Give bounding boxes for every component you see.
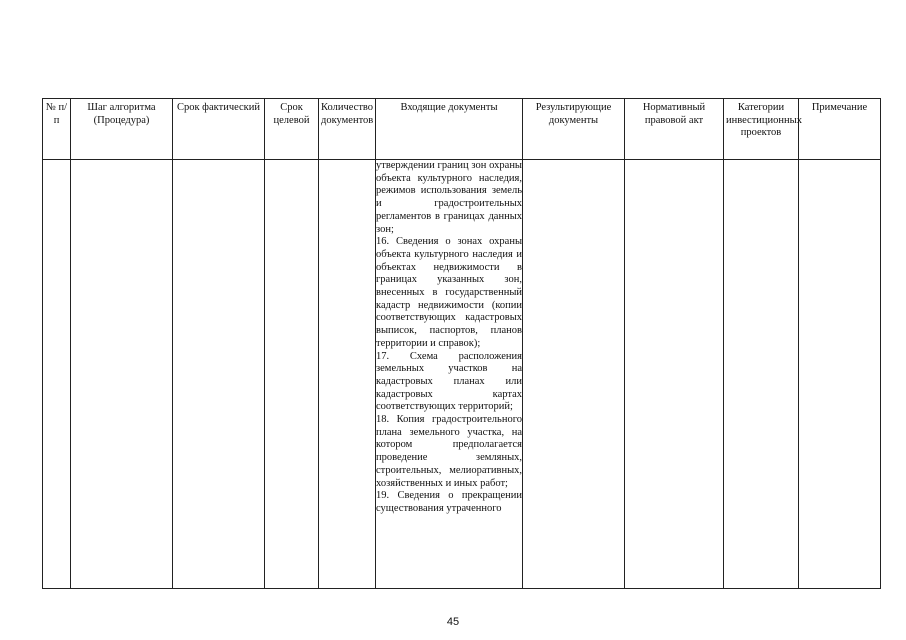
header-cell-category [724,99,802,160]
incoming-text-5: 19. Сведения о прекращении существования утраченного [376,490,522,514]
cell-target [265,160,319,589]
cell-actual [173,160,265,589]
header-step-label: Шаг алгоритма (Процедура) [87,102,156,126]
header-num-label: № п/п [45,102,68,126]
page-number: 45 [446,616,460,628]
header-category-label: Категории инвестиционных проектов [726,102,802,138]
header-cell-note [799,99,881,160]
procedure-table [42,98,881,589]
cell-count [319,160,376,589]
header-cell-num [43,99,71,160]
cell-category [724,160,799,589]
table-row [43,160,881,589]
incoming-text-3: 17. Схема расположения земельных участков на кадастровых планах или кадастровых картах соответствующих территорий; [376,350,522,413]
header-row [43,99,881,160]
cell-incoming [376,160,523,589]
header-cell-target [265,99,319,160]
cell-act [625,160,724,589]
header-cell-incoming [376,99,523,160]
header-cell-result [523,99,625,160]
incoming-text-4: 18. Копия градостроительного плана земельного участка, на котором предполагается проведение земляных, строительных, мелиоративных, хозяйственных и иных работ; [376,414,522,489]
header-count-label: Количество документов [321,102,374,126]
header-cell-step [71,99,173,160]
cell-result [523,160,625,589]
incoming-text-1: утверждении границ зон охраны объекта культурного наследия, режимов использования земель и градостроительных регламентов в границах данных зон; [376,160,522,235]
header-actual-label: Срок фактический [176,102,261,113]
header-cell-actual [173,99,265,160]
header-act-label: Нормативный правовой акт [642,102,706,126]
header-cell-act [625,99,724,160]
header-cell-count [319,99,376,160]
cell-num [43,160,71,589]
cell-step [71,160,173,589]
cell-note [799,160,881,589]
incoming-text-2: 16. Сведения о зонах охраны объекта культурного наследия и объектах недвижимости в границах указанных зон, внесенных в государственный кадастр недвижимости (копии соответствующих кадастровых выписок, паспортов, планов территории и справок); [376,236,522,349]
header-result-label: Результирующие документы [535,102,612,126]
header-note-label: Примечание [811,102,868,113]
header-target-label: Срок целевой [273,102,310,126]
header-incoming-label: Входящие документы [400,102,498,113]
